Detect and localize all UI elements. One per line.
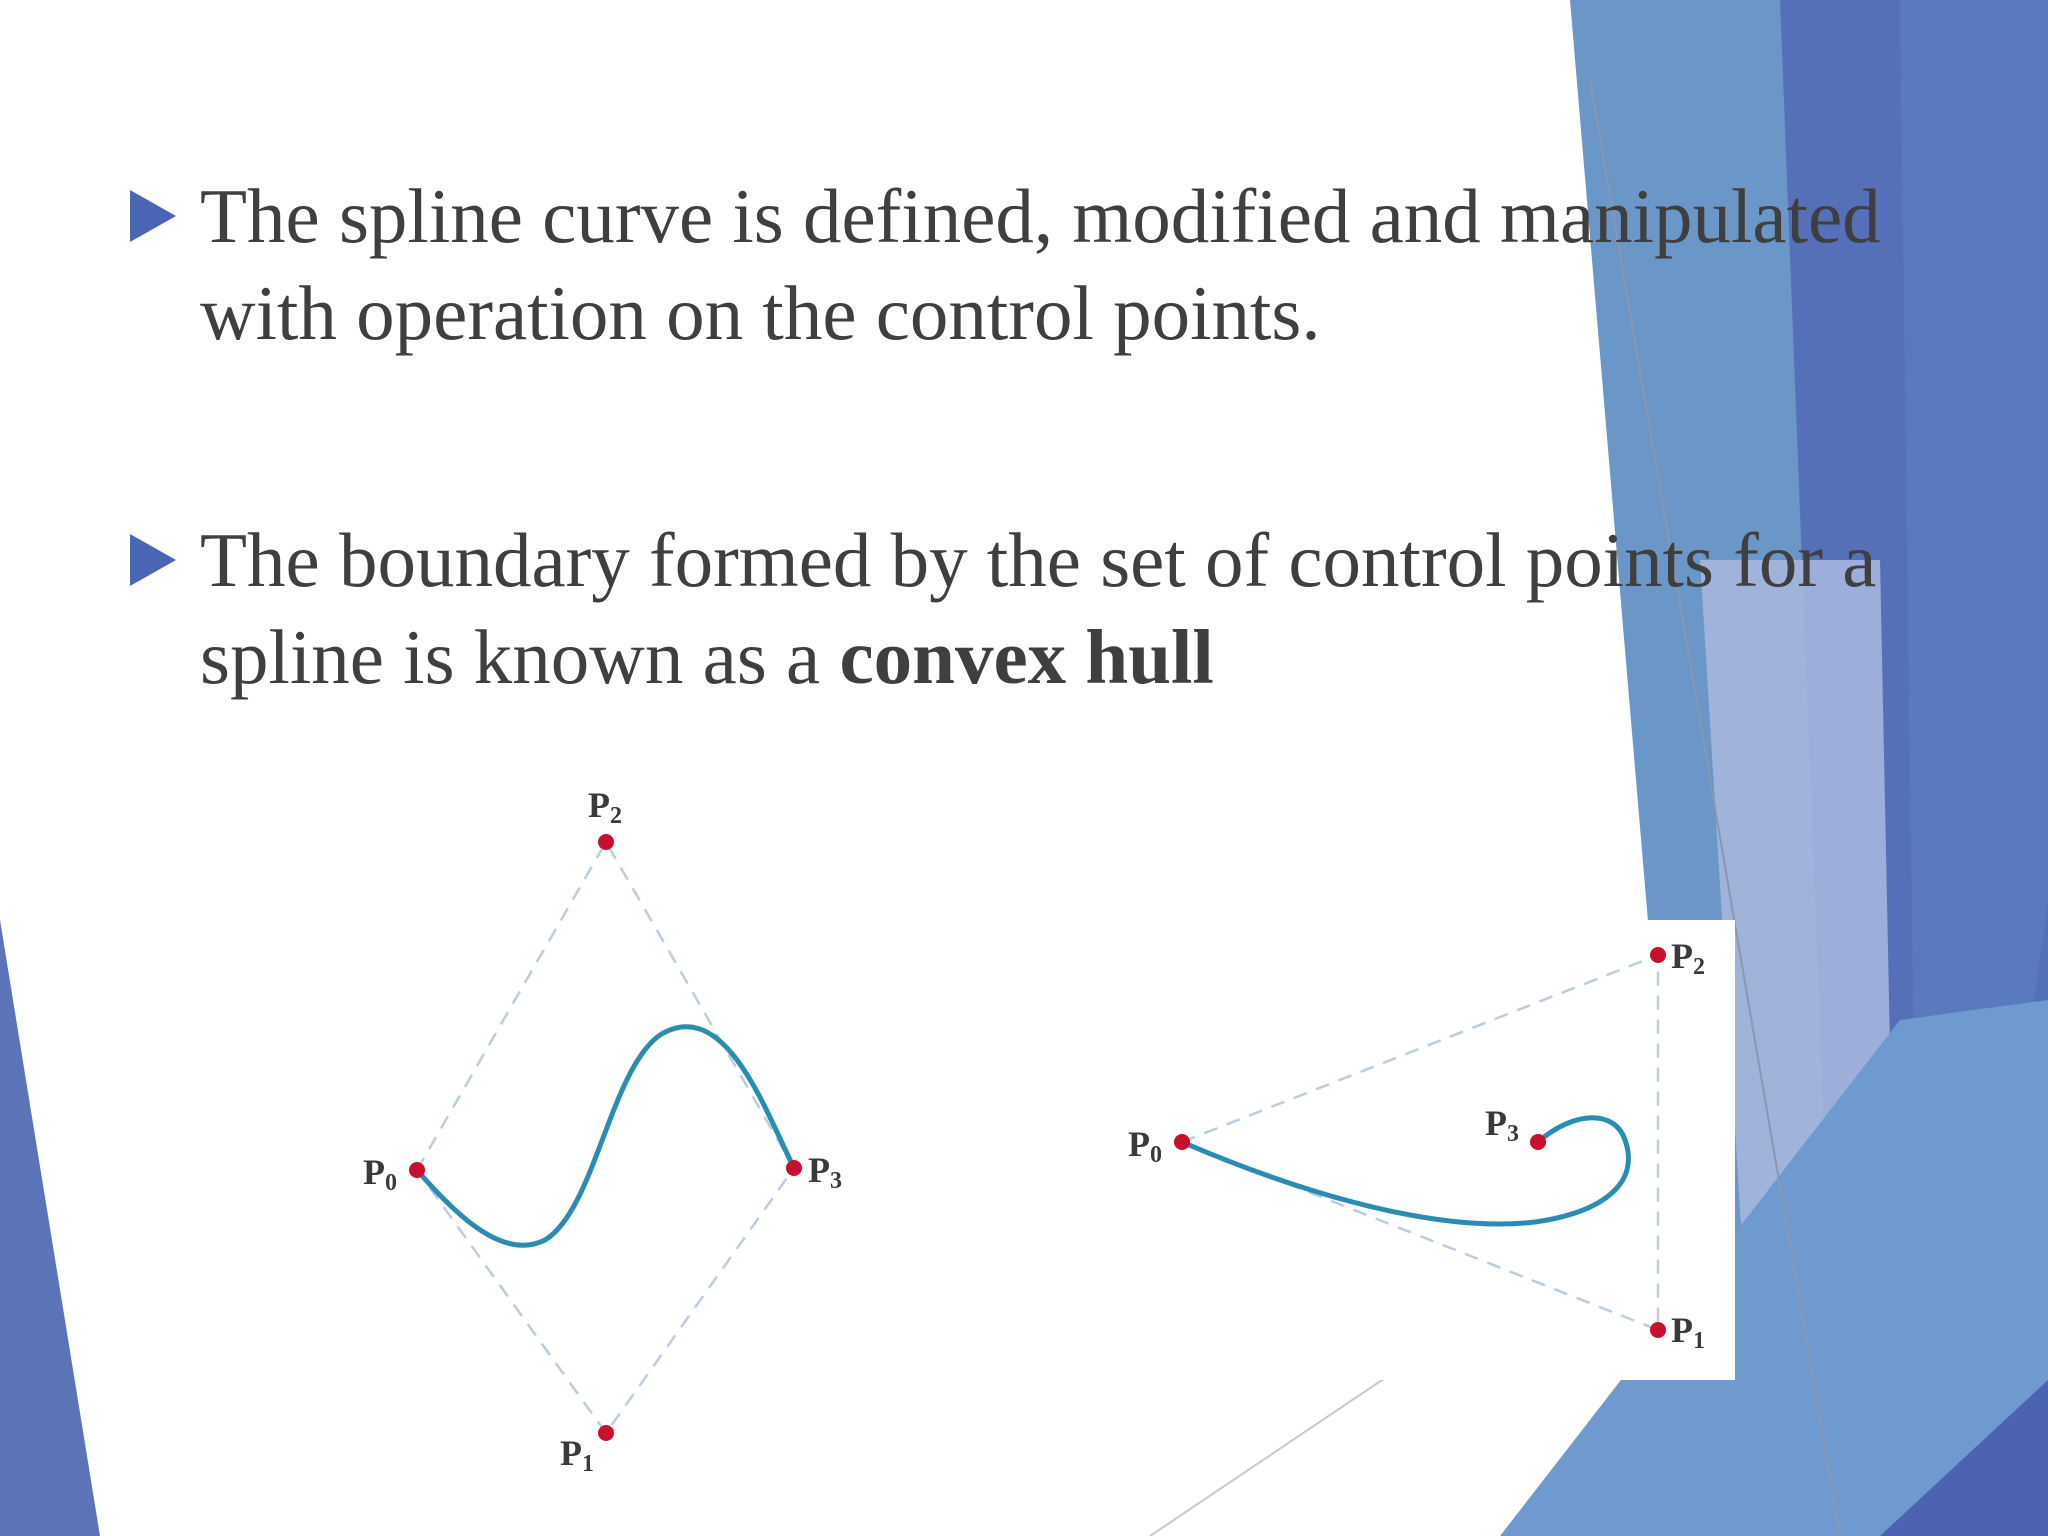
point-label-p3: P3 (1485, 1103, 1519, 1147)
point-label-p0: P0 (1128, 1124, 1162, 1168)
bullet-text-bold: convex hull (839, 614, 1214, 700)
bullet-text-line: The boundary formed by the set of control points for a (200, 517, 1877, 603)
bullet-text-line: The spline curve is defined, modified and manipulated (200, 173, 1881, 259)
point-label-p1: P1 (560, 1433, 594, 1477)
triangle-bullet-icon (130, 534, 176, 586)
control-point-p0 (1174, 1134, 1190, 1150)
control-point-p0 (409, 1162, 425, 1178)
convex-hull-outline (1182, 955, 1658, 1330)
control-point-p2 (1650, 947, 1666, 963)
bullet-text (200, 512, 1990, 706)
triangle-bullet-icon (130, 190, 176, 242)
control-point-p3 (1530, 1134, 1546, 1150)
point-label-p1: P1 (1671, 1310, 1705, 1354)
control-point-p1 (1650, 1322, 1666, 1338)
left-accent-shape (0, 920, 100, 1536)
point-label-p2: P2 (1671, 936, 1705, 980)
spline-curve (1182, 1118, 1628, 1224)
control-point-p2 (598, 834, 614, 850)
bullet-text-line: with operation on the control points. (200, 270, 1321, 356)
point-label-p0: P0 (363, 1152, 397, 1196)
point-label-p3: P3 (808, 1150, 842, 1194)
bullet-text-plain: spline is known as a (200, 614, 840, 700)
bullet-item (130, 512, 1990, 706)
control-point-p3 (786, 1160, 802, 1176)
bullet-text-line (200, 609, 1990, 706)
point-label-p2: P2 (588, 785, 622, 829)
bullet-item (130, 168, 1990, 362)
spline-figure-left (330, 780, 890, 1480)
control-point-p1 (598, 1425, 614, 1441)
spline-figure-right (1095, 920, 1735, 1380)
bullet-text (200, 168, 1990, 362)
thin-diagonal-line-2 (1150, 1378, 1385, 1536)
spline-curve (417, 1027, 794, 1246)
